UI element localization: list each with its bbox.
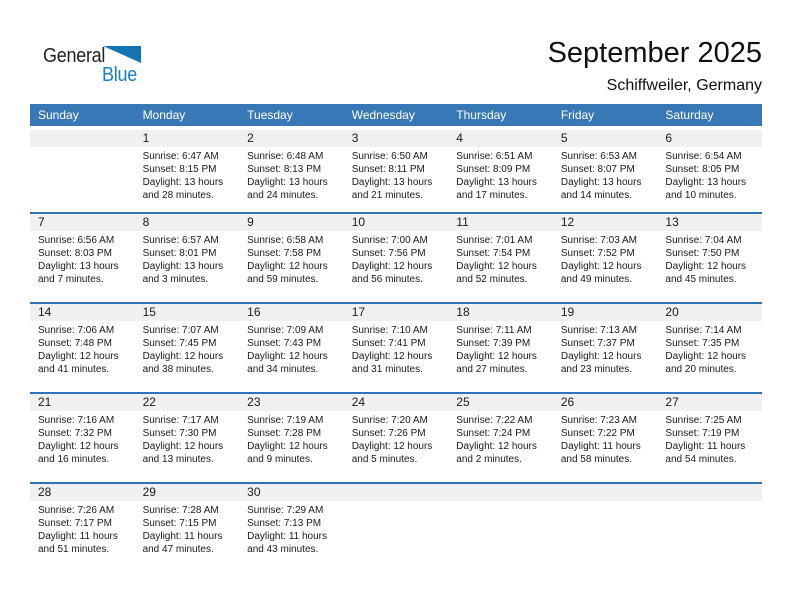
day-cell-26 xyxy=(553,394,658,482)
daylight-hours-text: Daylight: 12 hours xyxy=(456,351,537,362)
empty-day-cell xyxy=(553,484,658,572)
sunset-text: Sunset: 8:05 PM xyxy=(665,164,740,175)
sunset-text: Sunset: 7:50 PM xyxy=(665,248,740,259)
day-details xyxy=(448,321,553,376)
sunrise-text: Sunrise: 7:28 AM xyxy=(142,505,219,516)
daylight-hours-text: Daylight: 12 hours xyxy=(456,441,537,452)
sunset-text: Sunset: 7:26 PM xyxy=(351,428,426,439)
daylight-hours-text: Daylight: 12 hours xyxy=(142,351,224,362)
daylight-minutes-text: and 58 minutes. xyxy=(560,454,633,465)
week-row-2 xyxy=(30,302,762,392)
daylight-minutes-text: and 56 minutes. xyxy=(351,274,423,285)
day-cell-20 xyxy=(657,304,762,392)
daylight-hours-text: Daylight: 12 hours xyxy=(351,351,433,362)
day-details xyxy=(239,147,344,202)
day-details xyxy=(657,411,762,466)
day-number: 6 xyxy=(657,130,762,147)
daylight-minutes-text: and 54 minutes. xyxy=(665,454,737,465)
daylight-minutes-text: and 14 minutes. xyxy=(560,190,633,201)
daylight-hours-text: Daylight: 12 hours xyxy=(665,351,747,362)
daylight-minutes-text: and 9 minutes. xyxy=(247,454,313,465)
daylight-hours-text: Daylight: 13 hours xyxy=(351,177,433,188)
sunset-text: Sunset: 7:41 PM xyxy=(351,338,426,349)
day-details xyxy=(135,231,240,286)
day-number: 24 xyxy=(344,394,449,411)
sunrise-text: Sunrise: 7:14 AM xyxy=(665,325,742,336)
day-details xyxy=(239,411,344,466)
day-number xyxy=(553,484,658,501)
day-cell-2 xyxy=(239,130,344,212)
day-number: 7 xyxy=(30,214,135,231)
daylight-minutes-text: and 10 minutes. xyxy=(665,190,737,201)
logo-text-general: General xyxy=(43,45,106,67)
daylight-minutes-text: and 3 minutes. xyxy=(142,274,209,285)
sunrise-text: Sunrise: 6:48 AM xyxy=(247,151,324,162)
day-details xyxy=(344,231,449,286)
day-details xyxy=(135,147,240,202)
sunrise-text: Sunrise: 7:19 AM xyxy=(247,415,324,426)
day-number: 17 xyxy=(344,304,449,321)
day-details xyxy=(239,501,344,556)
week-row-3 xyxy=(30,392,762,482)
sunrise-text: Sunrise: 7:13 AM xyxy=(560,325,637,336)
daylight-minutes-text: and 17 minutes. xyxy=(456,190,528,201)
sunset-text: Sunset: 7:30 PM xyxy=(142,428,217,439)
day-cell-27 xyxy=(657,394,762,482)
weekday-header-0: Sunday xyxy=(38,108,79,122)
sunrise-text: Sunrise: 7:07 AM xyxy=(142,325,219,336)
daylight-hours-text: Daylight: 13 hours xyxy=(247,177,328,188)
day-number: 10 xyxy=(344,214,449,231)
day-cell-6 xyxy=(657,130,762,212)
day-number: 16 xyxy=(239,304,344,321)
day-number: 28 xyxy=(30,484,135,501)
daylight-hours-text: Daylight: 12 hours xyxy=(456,261,537,272)
sunrise-text: Sunrise: 7:22 AM xyxy=(456,415,533,426)
day-details xyxy=(135,501,240,556)
week-row-4 xyxy=(30,482,762,572)
day-cell-21 xyxy=(30,394,135,482)
sunset-text: Sunset: 7:24 PM xyxy=(456,428,531,439)
daylight-minutes-text: and 20 minutes. xyxy=(665,364,737,375)
daylight-minutes-text: and 24 minutes. xyxy=(247,190,319,201)
weekday-header-6: Saturday xyxy=(665,108,714,122)
weekday-header-2: Tuesday xyxy=(247,108,293,122)
sunset-text: Sunset: 7:19 PM xyxy=(665,428,740,439)
day-cell-4 xyxy=(448,130,553,212)
daylight-hours-text: Daylight: 12 hours xyxy=(560,351,642,362)
sunrise-text: Sunrise: 6:51 AM xyxy=(456,151,533,162)
daylight-hours-text: Daylight: 13 hours xyxy=(142,177,224,188)
sunrise-text: Sunrise: 6:53 AM xyxy=(560,151,637,162)
day-details xyxy=(448,147,553,202)
page-title: September 2025 xyxy=(547,37,762,69)
day-cell-13 xyxy=(657,214,762,302)
day-cell-12 xyxy=(553,214,658,302)
daylight-minutes-text: and 47 minutes. xyxy=(142,544,214,555)
day-details xyxy=(553,321,658,376)
sunrise-text: Sunrise: 6:47 AM xyxy=(142,151,219,162)
day-number: 26 xyxy=(553,394,658,411)
sunset-text: Sunset: 7:39 PM xyxy=(456,338,531,349)
daylight-minutes-text: and 7 minutes. xyxy=(38,274,104,285)
daylight-minutes-text: and 13 minutes. xyxy=(142,454,214,465)
daylight-hours-text: Daylight: 11 hours xyxy=(247,531,327,542)
day-details xyxy=(448,231,553,286)
day-cell-29 xyxy=(135,484,240,572)
day-number: 11 xyxy=(448,214,553,231)
sunset-text: Sunset: 7:32 PM xyxy=(38,428,112,439)
day-cell-11 xyxy=(448,214,553,302)
sunset-text: Sunset: 7:15 PM xyxy=(142,518,217,529)
sunset-text: Sunset: 7:58 PM xyxy=(247,248,322,259)
weekday-header-row xyxy=(30,104,762,126)
daylight-hours-text: Daylight: 12 hours xyxy=(38,441,119,452)
sunset-text: Sunset: 8:15 PM xyxy=(142,164,217,175)
daylight-minutes-text: and 31 minutes. xyxy=(351,364,423,375)
day-details xyxy=(30,321,135,376)
empty-day-cell xyxy=(657,484,762,572)
day-number: 3 xyxy=(344,130,449,147)
day-details xyxy=(135,321,240,376)
day-cell-17 xyxy=(344,304,449,392)
day-details xyxy=(553,231,658,286)
day-number: 1 xyxy=(135,130,240,147)
day-number: 18 xyxy=(448,304,553,321)
day-cell-8 xyxy=(135,214,240,302)
day-details xyxy=(344,411,449,466)
logo-triangle-icon xyxy=(103,46,141,63)
sunrise-text: Sunrise: 6:58 AM xyxy=(247,235,324,246)
day-cell-5 xyxy=(553,130,658,212)
logo-text-blue: Blue xyxy=(102,64,137,86)
sunrise-text: Sunrise: 7:00 AM xyxy=(351,235,428,246)
daylight-hours-text: Daylight: 12 hours xyxy=(38,351,119,362)
day-cell-23 xyxy=(239,394,344,482)
daylight-hours-text: Daylight: 12 hours xyxy=(247,351,328,362)
day-details xyxy=(239,231,344,286)
day-number: 4 xyxy=(448,130,553,147)
daylight-hours-text: Daylight: 13 hours xyxy=(560,177,642,188)
day-cell-28 xyxy=(30,484,135,572)
day-number: 2 xyxy=(239,130,344,147)
day-cell-7 xyxy=(30,214,135,302)
calendar-table xyxy=(30,104,762,572)
sunset-text: Sunset: 8:03 PM xyxy=(38,248,112,259)
daylight-hours-text: Daylight: 12 hours xyxy=(351,261,433,272)
day-number: 19 xyxy=(553,304,658,321)
sunset-text: Sunset: 7:56 PM xyxy=(351,248,426,259)
daylight-minutes-text: and 59 minutes. xyxy=(247,274,319,285)
day-details xyxy=(30,231,135,286)
empty-day-cell xyxy=(344,484,449,572)
daylight-minutes-text: and 5 minutes. xyxy=(351,454,418,465)
day-number: 23 xyxy=(239,394,344,411)
daylight-minutes-text: and 43 minutes. xyxy=(247,544,319,555)
day-cell-16 xyxy=(239,304,344,392)
day-details xyxy=(448,411,553,466)
day-details xyxy=(344,321,449,376)
sunrise-text: Sunrise: 6:50 AM xyxy=(351,151,428,162)
day-cell-30 xyxy=(239,484,344,572)
week-row-0 xyxy=(30,128,762,212)
day-number xyxy=(657,484,762,501)
daylight-hours-text: Daylight: 11 hours xyxy=(38,531,118,542)
daylight-minutes-text: and 27 minutes. xyxy=(456,364,528,375)
day-number xyxy=(344,484,449,501)
empty-day-cell xyxy=(30,130,135,212)
daylight-minutes-text: and 51 minutes. xyxy=(38,544,110,555)
day-number: 12 xyxy=(553,214,658,231)
sunrise-text: Sunrise: 7:03 AM xyxy=(560,235,637,246)
sunrise-text: Sunrise: 7:01 AM xyxy=(456,235,533,246)
daylight-minutes-text: and 45 minutes. xyxy=(665,274,737,285)
day-number: 5 xyxy=(553,130,658,147)
sunset-text: Sunset: 8:13 PM xyxy=(247,164,322,175)
sunset-text: Sunset: 7:54 PM xyxy=(456,248,531,259)
weekday-header-3: Wednesday xyxy=(351,108,415,122)
day-number: 29 xyxy=(135,484,240,501)
daylight-minutes-text: and 21 minutes. xyxy=(351,190,423,201)
day-cell-3 xyxy=(344,130,449,212)
day-cell-15 xyxy=(135,304,240,392)
day-details xyxy=(657,147,762,202)
daylight-hours-text: Daylight: 13 hours xyxy=(142,261,224,272)
sunset-text: Sunset: 8:01 PM xyxy=(142,248,217,259)
sunset-text: Sunset: 7:45 PM xyxy=(142,338,217,349)
sunrise-text: Sunrise: 7:16 AM xyxy=(38,415,115,426)
day-cell-10 xyxy=(344,214,449,302)
week-row-1 xyxy=(30,212,762,302)
daylight-hours-text: Daylight: 13 hours xyxy=(456,177,537,188)
day-number: 22 xyxy=(135,394,240,411)
day-cell-14 xyxy=(30,304,135,392)
day-cell-9 xyxy=(239,214,344,302)
daylight-minutes-text: and 16 minutes. xyxy=(38,454,110,465)
day-number: 20 xyxy=(657,304,762,321)
sunrise-text: Sunrise: 7:25 AM xyxy=(665,415,742,426)
daylight-hours-text: Daylight: 12 hours xyxy=(560,261,642,272)
sunrise-text: Sunrise: 6:57 AM xyxy=(142,235,219,246)
daylight-minutes-text: and 41 minutes. xyxy=(38,364,110,375)
sunset-text: Sunset: 7:17 PM xyxy=(38,518,112,529)
sunrise-text: Sunrise: 7:23 AM xyxy=(560,415,637,426)
daylight-hours-text: Daylight: 11 hours xyxy=(142,531,223,542)
daylight-hours-text: Daylight: 12 hours xyxy=(665,261,747,272)
sunrise-text: Sunrise: 6:54 AM xyxy=(665,151,742,162)
sunset-text: Sunset: 7:37 PM xyxy=(560,338,635,349)
empty-day-cell xyxy=(448,484,553,572)
day-number: 13 xyxy=(657,214,762,231)
sunrise-text: Sunrise: 7:26 AM xyxy=(38,505,115,516)
daylight-hours-text: Daylight: 12 hours xyxy=(247,261,328,272)
daylight-hours-text: Daylight: 12 hours xyxy=(142,441,224,452)
sunrise-text: Sunrise: 7:20 AM xyxy=(351,415,428,426)
sunset-text: Sunset: 7:22 PM xyxy=(560,428,635,439)
sunset-text: Sunset: 7:13 PM xyxy=(247,518,322,529)
day-details xyxy=(344,147,449,202)
day-cell-1 xyxy=(135,130,240,212)
daylight-hours-text: Daylight: 12 hours xyxy=(351,441,433,452)
day-number: 8 xyxy=(135,214,240,231)
daylight-minutes-text: and 23 minutes. xyxy=(560,364,633,375)
sunrise-text: Sunrise: 7:10 AM xyxy=(351,325,428,336)
day-details xyxy=(553,147,658,202)
sunset-text: Sunset: 8:07 PM xyxy=(560,164,635,175)
calendar-weeks xyxy=(30,128,762,572)
day-details xyxy=(657,231,762,286)
day-details xyxy=(553,411,658,466)
sunset-text: Sunset: 8:09 PM xyxy=(456,164,531,175)
title-block xyxy=(548,38,762,95)
daylight-minutes-text: and 49 minutes. xyxy=(560,274,633,285)
day-details xyxy=(30,501,135,556)
sunset-text: Sunset: 7:35 PM xyxy=(665,338,740,349)
weekday-header-5: Friday xyxy=(560,108,595,122)
daylight-minutes-text: and 34 minutes. xyxy=(247,364,319,375)
daylight-minutes-text: and 28 minutes. xyxy=(142,190,214,201)
page-subtitle: Schiffweiler, Germany xyxy=(606,76,762,94)
sunrise-text: Sunrise: 7:04 AM xyxy=(665,235,742,246)
daylight-hours-text: Daylight: 13 hours xyxy=(665,177,747,188)
weekday-header-4: Thursday xyxy=(456,108,507,122)
day-details xyxy=(239,321,344,376)
day-number: 21 xyxy=(30,394,135,411)
daylight-minutes-text: and 38 minutes. xyxy=(142,364,214,375)
sunset-text: Sunset: 7:43 PM xyxy=(247,338,322,349)
sunset-text: Sunset: 7:28 PM xyxy=(247,428,322,439)
sunrise-text: Sunrise: 7:09 AM xyxy=(247,325,324,336)
daylight-minutes-text: and 52 minutes. xyxy=(456,274,528,285)
daylight-hours-text: Daylight: 13 hours xyxy=(38,261,119,272)
day-details xyxy=(135,411,240,466)
daylight-hours-text: Daylight: 11 hours xyxy=(560,441,641,452)
day-cell-19 xyxy=(553,304,658,392)
sunset-text: Sunset: 8:11 PM xyxy=(351,164,425,175)
sunset-text: Sunset: 7:48 PM xyxy=(38,338,112,349)
sunrise-text: Sunrise: 7:29 AM xyxy=(247,505,324,516)
sunrise-text: Sunrise: 7:06 AM xyxy=(38,325,115,336)
day-number: 15 xyxy=(135,304,240,321)
day-details xyxy=(30,411,135,466)
day-number: 30 xyxy=(239,484,344,501)
day-number xyxy=(30,130,135,147)
weekday-header-1: Monday xyxy=(142,108,186,122)
day-number: 27 xyxy=(657,394,762,411)
sunrise-text: Sunrise: 7:17 AM xyxy=(142,415,219,426)
sunset-text: Sunset: 7:52 PM xyxy=(560,248,635,259)
sunrise-text: Sunrise: 6:56 AM xyxy=(38,235,115,246)
day-cell-25 xyxy=(448,394,553,482)
general-blue-logo xyxy=(43,40,163,88)
daylight-minutes-text: and 2 minutes. xyxy=(456,454,522,465)
day-cell-22 xyxy=(135,394,240,482)
day-cell-24 xyxy=(344,394,449,482)
daylight-hours-text: Daylight: 11 hours xyxy=(665,441,746,452)
sunrise-text: Sunrise: 7:11 AM xyxy=(456,325,532,336)
day-number xyxy=(448,484,553,501)
day-number: 9 xyxy=(239,214,344,231)
day-number: 14 xyxy=(30,304,135,321)
daylight-hours-text: Daylight: 12 hours xyxy=(247,441,328,452)
day-number: 25 xyxy=(448,394,553,411)
day-cell-18 xyxy=(448,304,553,392)
day-details xyxy=(657,321,762,376)
